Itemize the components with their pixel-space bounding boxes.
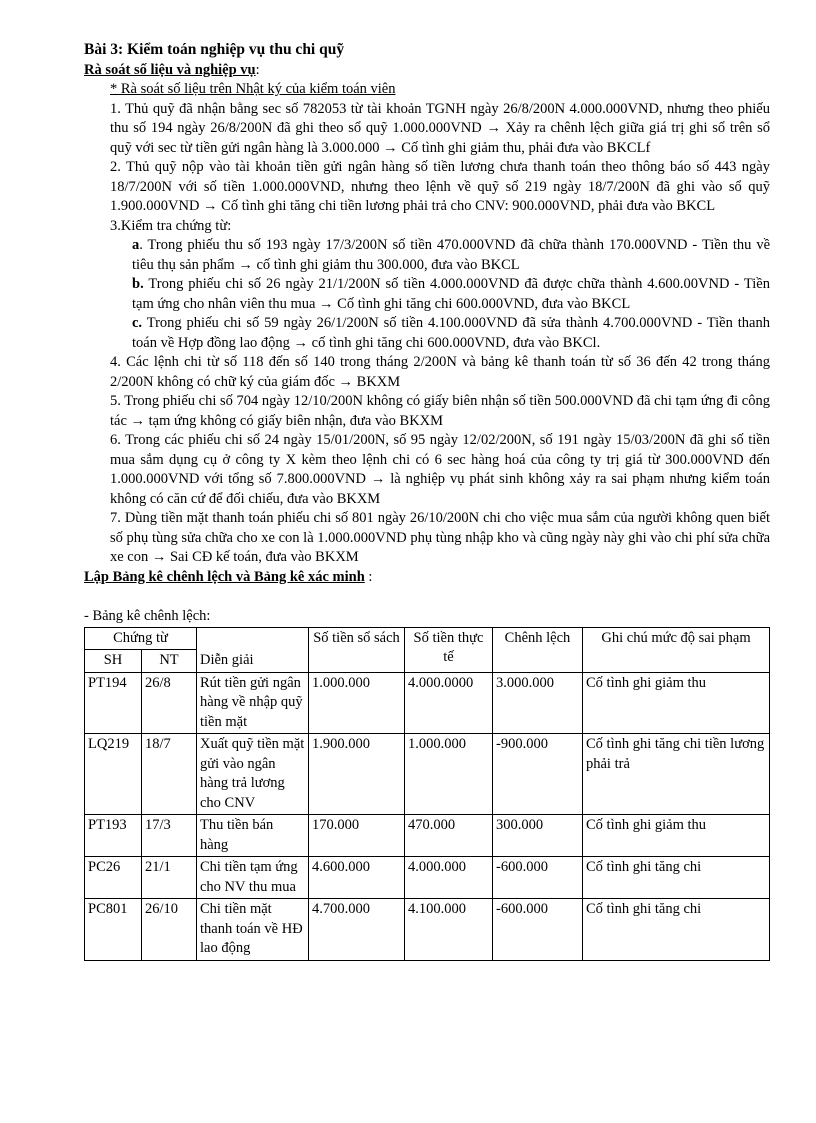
item-7: 7. Dùng tiền mặt thanh toán phiếu chi số 801 ngày 26/10/200N chi cho việc mua sắm của người không quen biết số phụ tùng sửa chữa cho xe con là 1.000.000VND phụ tùng nhập kho và cũng ngày này ghi vào chi phí sửa chữa xe con → Sai CĐ kế toán, đưa vào BKXM: [110, 510, 770, 565]
cell-ghi-chu: Cố tình ghi tăng chi: [583, 899, 770, 961]
item-3c: [132, 314, 770, 353]
item-3c-label: c.: [132, 315, 143, 331]
cell-thuc-te: 4.100.000: [405, 899, 493, 961]
item-1: 1. Thủ quỹ đã nhận bằng sec số 782053 từ tài khoản TGNH ngày 26/8/200N 4.000.000VND, nhưng theo phiếu thu số 194 ngày 26/8/200N đã ghi theo sổ quỹ 1.000.000VND → Xảy ra chênh lệch giữa giá trị ghi sổ trên sổ quỹ với sec từ tiền gửi ngân hàng là 3.000.000 → Cố tình ghi giảm thu, phải đưa vào BKCLf: [110, 100, 770, 156]
table-row: [85, 899, 770, 961]
item-4: 4. Các lệnh chi từ số 118 đến số 140 trong tháng 2/200N và bảng kê thanh toán từ số 36 đến 42 trong tháng 2/200N không có chữ ký của giám đốc → BKXM: [110, 354, 770, 390]
table-caption: - Bảng kê chênh lệch:: [84, 608, 211, 624]
item-5: 5. Trong phiếu chi số 704 ngày 12/10/200N không có giấy biên nhận số tiền 500.000VND đã chi tạm ứng đi công tác → tạm ứng không có giấy biên nhận, đưa vào BKXM: [110, 393, 770, 429]
section2-heading-line: [84, 568, 770, 588]
cell-chenh-lech: -600.000: [493, 899, 583, 961]
cell-sh: LQ219: [85, 734, 142, 815]
cell-so-sach: 1.900.000: [309, 734, 405, 815]
cell-so-sach: 170.000: [309, 815, 405, 857]
item-2: 2. Thủ quỹ nộp vào tài khoản tiền gửi ngân hàng số tiền lương chưa thanh toán theo thông báo số 443 ngày 18/7/200N với số tiền 1.000.000VND, nhưng theo lệnh về quỹ số 219 ngày 18/7/200N đã ghi vào sổ quỹ 1.900.000VND → Cố tình ghi tăng chi tiền lương phải trả cho CNV: 900.000VND, phải đưa vào BKCL: [110, 159, 770, 214]
cell-dien-giai: Thu tiền bán hàng: [197, 815, 309, 857]
cell-chenh-lech: 300.000: [493, 815, 583, 857]
cell-nt: 26/8: [142, 672, 197, 734]
header-thuc-te: Số tiền thực tế: [405, 627, 493, 672]
item-3c-text: Trong phiếu chi số 59 ngày 26/1/200N số tiền 4.100.000VND đã sửa thành 4.700.000VND - Tiền thanh toán về Hợp đồng lao động → cố tình ghi tăng chi 600.000VND, đưa vào BKCl.: [132, 315, 770, 351]
header-nt: NT: [142, 650, 197, 673]
cell-chenh-lech: -600.000: [493, 857, 583, 899]
cell-sh: PC801: [85, 899, 142, 961]
table-row: [85, 734, 770, 815]
cell-sh: PT194: [85, 672, 142, 734]
spacer: [84, 587, 770, 607]
cell-so-sach: 4.700.000: [309, 899, 405, 961]
item-3b-text: Trong phiếu chi số 26 ngày 21/1/200N số tiền 4.000.000VND đã được chữa thành 4.600.00VND - Tiền tạm ứng cho nhân viên thu mua → Cố tình ghi tăng chi 600.000VND, đưa vào BKCL: [132, 276, 770, 312]
item-6: 6. Trong các phiếu chi số 24 ngày 15/01/200N, số 95 ngày 12/02/200N, số 191 ngày 15/03/200N đã ghi số tiền mua sắm dụng cụ ở công ty X kèm theo lệnh chi có 6 sec hàng hoá của công ty trị giá từ 300.000VND đến 1.000.000VND với tổng số 7.800.000VND → là nghiệp vụ phát sinh không xảy ra sai phạm nhưng kiểm toán không có căn cứ để đối chiếu, đưa vào BKXM: [110, 432, 770, 507]
cell-chenh-lech: -900.000: [493, 734, 583, 815]
cell-chenh-lech: 3.000.000: [493, 672, 583, 734]
section2-colon: :: [364, 568, 373, 585]
cell-ghi-chu: Cố tình ghi giảm thu: [583, 815, 770, 857]
section2-heading: Lập Bảng kê chênh lệch và Bảng kê xác minh: [84, 568, 365, 585]
item-3a-text: . Trong phiếu thu số 193 ngày 17/3/200N số tiền 470.000VND đã chữa thành 170.000VND - Tiền thu về tiêu thụ sản phẩm → cố tình ghi giảm thu 300.000, đưa vào BKCL: [132, 237, 770, 273]
cell-dien-giai: Chi tiền tạm ứng cho NV thu mua: [197, 857, 309, 899]
section1-colon: :: [255, 61, 260, 78]
table-row: [85, 857, 770, 899]
cell-thuc-te: 4.000.000: [405, 857, 493, 899]
item-3: 3.Kiểm tra chứng từ:: [110, 217, 232, 234]
subheading: * Rà soát số liệu trên Nhật ký của kiểm toán viên: [110, 81, 396, 97]
section1-heading: Rà soát số liệu và nghiệp vụ: [84, 61, 256, 78]
cell-sh: PT193: [85, 815, 142, 857]
cell-dien-giai: Chi tiền mặt thanh toán về HĐ lao động: [197, 899, 309, 961]
cell-thuc-te: 1.000.000: [405, 734, 493, 815]
header-chung-tu: Chứng từ: [85, 627, 197, 650]
item-3a: [132, 236, 770, 275]
cell-thuc-te: 470.000: [405, 815, 493, 857]
item-3b-label: b.: [132, 276, 144, 292]
page-title: Bài 3: Kiểm toán nghiệp vụ thu chi quỹ: [84, 41, 345, 58]
cell-nt: 18/7: [142, 734, 197, 815]
cell-ghi-chu: Cố tình ghi tăng chi tiền lương phải trả: [583, 734, 770, 815]
cell-so-sach: 4.600.000: [309, 857, 405, 899]
cell-so-sach: 1.000.000: [309, 672, 405, 734]
table-row: [85, 815, 770, 857]
section1-heading-line: [84, 61, 770, 81]
table-row: [85, 672, 770, 734]
item-3b: [132, 275, 770, 314]
discrepancy-table: [84, 627, 770, 961]
item-3a-label: a: [132, 237, 140, 253]
cell-dien-giai: Rút tiền gửi ngân hàng về nhập quỹ tiền mặt: [197, 672, 309, 734]
header-sh: SH: [85, 650, 142, 673]
cell-nt: 17/3: [142, 815, 197, 857]
cell-thuc-te: 4.000.0000: [405, 672, 493, 734]
header-dien-giai: Diễn giải: [197, 627, 309, 672]
cell-ghi-chu: Cố tình ghi giảm thu: [583, 672, 770, 734]
cell-sh: PC26: [85, 857, 142, 899]
cell-nt: 26/10: [142, 899, 197, 961]
cell-nt: 21/1: [142, 857, 197, 899]
header-chenh-lech: Chênh lệch: [493, 627, 583, 672]
header-so-sach: Số tiền sổ sách: [309, 627, 405, 672]
header-ghi-chu: Ghi chú mức độ sai phạm: [583, 627, 770, 672]
cell-ghi-chu: Cố tình ghi tăng chi: [583, 857, 770, 899]
document-page: [84, 40, 770, 961]
cell-dien-giai: Xuất quỹ tiền mặt gửi vào ngân hàng trả lương cho CNV: [197, 734, 309, 815]
